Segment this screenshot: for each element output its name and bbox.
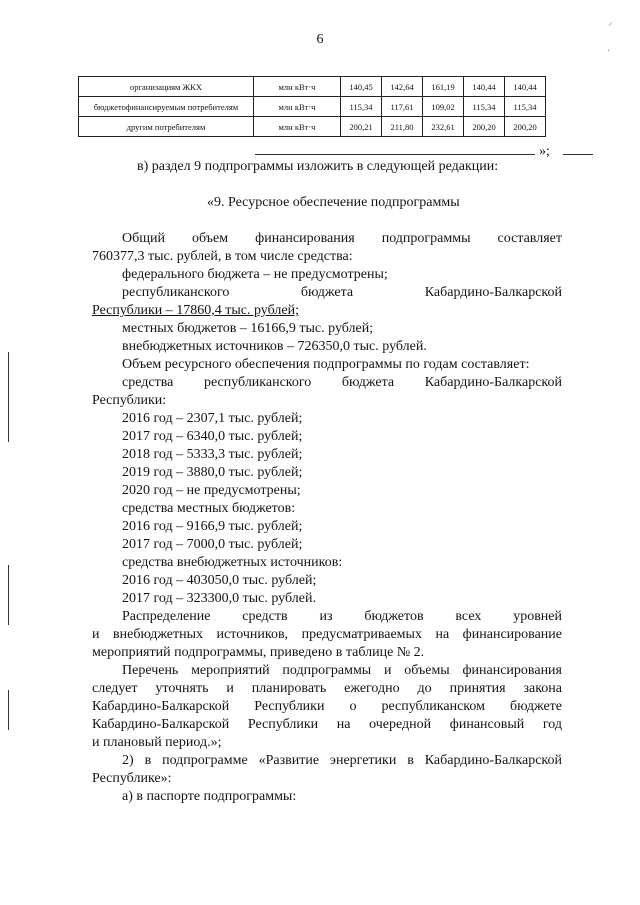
paragraph-line: Республики:: [92, 393, 167, 408]
table-cell: 161,19: [423, 77, 464, 97]
paragraph-line: Кабардино-Балкарской Республики на очередной финансовый год: [92, 717, 562, 732]
paragraph-line: местных бюджетов – 16166,9 тыс. рублей;: [122, 321, 374, 336]
divider: [255, 154, 535, 155]
table-row: [79, 97, 546, 117]
table-cell: 211,80: [382, 117, 423, 137]
table-row: [79, 117, 546, 137]
margin-bar: [8, 352, 9, 442]
closing-quote: »;: [539, 144, 550, 159]
paragraph-line: 2) в подпрограмме «Развитие энергетики в Кабардино-Балкарской: [122, 753, 562, 768]
paragraph-line: республиканского бюджета Кабардино-Балкарской: [122, 285, 562, 300]
table-cell: бюджетофинансируемым потребителям: [79, 97, 254, 117]
table-cell: 200,21: [341, 117, 382, 137]
paragraph-line: Объем ресурсного обеспечения подпрограммы по годам составляет:: [122, 357, 530, 372]
paragraph-line: федерального бюджета – не предусмотрены;: [122, 267, 388, 282]
table-cell: 142,64: [382, 77, 423, 97]
table-cell: другим потребителям: [79, 117, 254, 137]
body-text: [92, 158, 562, 806]
paragraph-line: средства местных бюджетов:: [122, 501, 296, 516]
paragraph-line: 2016 год – 2307,1 тыс. рублей;: [122, 411, 303, 426]
table-closing-line: [255, 146, 585, 158]
paragraph-line: и плановый период.»;: [92, 735, 222, 750]
paragraph-line: Распределение средств из бюджетов всех уровней: [122, 609, 562, 624]
table-cell: 109,02: [423, 97, 464, 117]
paragraph-line: 2017 год – 7000,0 тыс. рублей;: [122, 537, 303, 552]
paragraph-line: а) в паспорте подпрограммы:: [122, 789, 297, 804]
paragraph-line: 2020 год – не предусмотрены;: [122, 483, 301, 498]
divider: [563, 154, 593, 155]
paragraph-line: и внебюджетных источников, предусматриваемых на финансирование: [92, 627, 562, 642]
paragraph-line: Общий объем финансирования подпрограммы составляет: [122, 231, 562, 246]
table-cell: 115,34: [464, 97, 505, 117]
table-cell: 117,61: [382, 97, 423, 117]
paragraph-line: Кабардино-Балкарской Республики о республиканском бюджете: [92, 699, 562, 714]
paragraph-line: следует уточнять и планировать ежегодно до принятия закона: [92, 681, 562, 696]
paragraph-line: Республике»:: [92, 771, 172, 786]
page-number: 6: [316, 32, 324, 47]
consumption-table: [78, 76, 546, 137]
paragraph-line: мероприятий подпрограммы, приведено в таблице № 2.: [92, 645, 425, 660]
margin-bar: [8, 565, 9, 625]
table-cell: 140,44: [464, 77, 505, 97]
paragraph-line: 2018 год – 5333,3 тыс. рублей;: [122, 447, 303, 462]
table-cell: 140,44: [505, 77, 546, 97]
table-cell: млн кВт·ч: [254, 97, 341, 117]
scan-mark: ⸝: [608, 17, 613, 28]
paragraph-line: 2017 год – 6340,0 тыс. рублей;: [122, 429, 303, 444]
paragraph-line: 2016 год – 403050,0 тыс. рублей;: [122, 573, 317, 588]
paragraph-line: 760377,3 тыс. рублей, в том числе средства:: [92, 249, 353, 264]
scan-mark: ·: [607, 46, 611, 57]
paragraph-line: средства внебюджетных источников:: [122, 555, 343, 570]
table-cell: 140,45: [341, 77, 382, 97]
paragraph-line: Республики – 17860,4 тыс. рублей;: [92, 303, 299, 318]
table-cell: 200,20: [505, 117, 546, 137]
paragraph-line: средства республиканского бюджета Кабардино-Балкарской: [122, 375, 562, 390]
table-cell: организациям ЖКХ: [79, 77, 254, 97]
paragraph-line: 2016 год – 9166,9 тыс. рублей;: [122, 519, 303, 534]
paragraph-line: в) раздел 9 подпрограммы изложить в следующей редакции:: [137, 159, 499, 174]
table-row: [79, 77, 546, 97]
table-cell: 115,34: [505, 97, 546, 117]
paragraph-line: 2017 год – 323300,0 тыс. рублей.: [122, 591, 316, 606]
table-cell: млн кВт·ч: [254, 117, 341, 137]
table-cell: 115,34: [341, 97, 382, 117]
table-cell: 232,61: [423, 117, 464, 137]
paragraph-line: 2019 год – 3880,0 тыс. рублей;: [122, 465, 303, 480]
paragraph-line: внебюджетных источников – 726350,0 тыс. рублей.: [122, 339, 427, 354]
section-heading: «9. Ресурсное обеспечение подпрограммы: [207, 195, 460, 210]
table-cell: 200,20: [464, 117, 505, 137]
paragraph-line: Перечень мероприятий подпрограммы и объемы финансирования: [122, 663, 562, 678]
margin-bar: [8, 690, 9, 730]
table-cell: млн кВт·ч: [254, 77, 341, 97]
